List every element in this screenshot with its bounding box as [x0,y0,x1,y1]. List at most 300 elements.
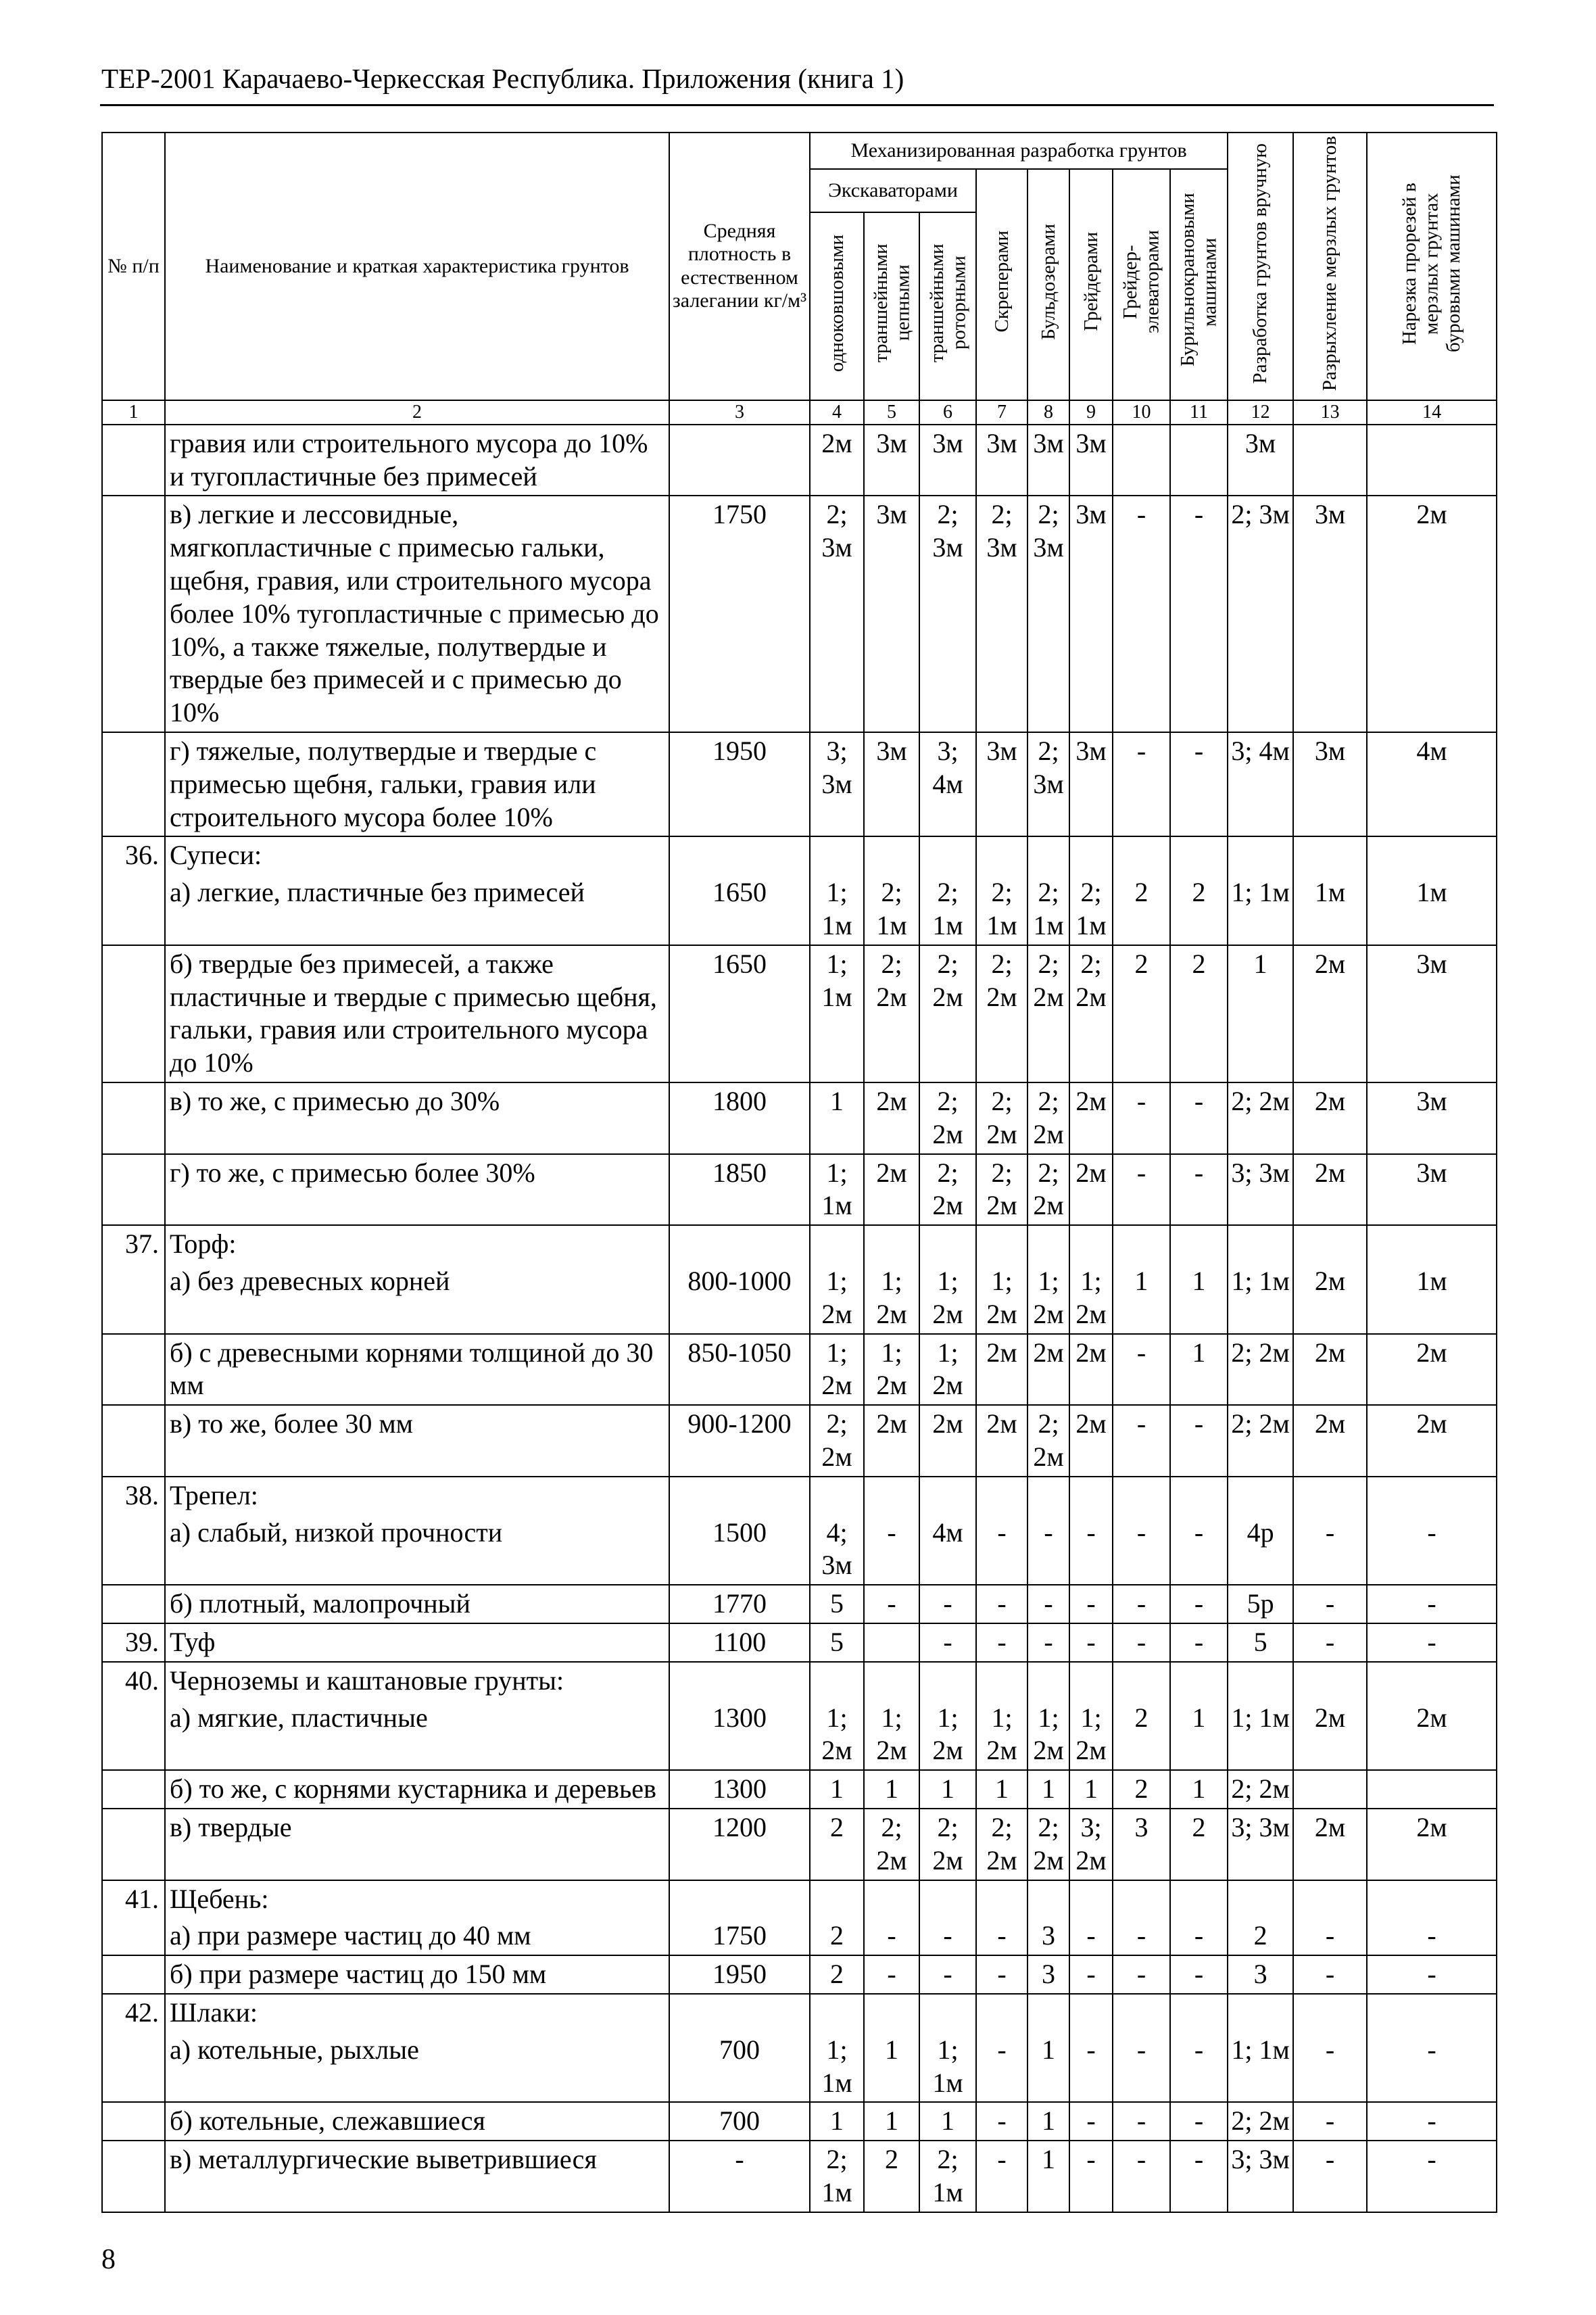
row-density: 850-1050 [669,1334,810,1406]
row-value-cell: 1; 2м [810,1263,864,1334]
row-value-cell [1293,1477,1367,1514]
header-graders-label: Грейдерами [1080,232,1102,331]
row-value-cell: 2м [810,425,864,496]
row-number [102,1514,165,1585]
row-value-cell [919,1994,976,2032]
table-row [102,1623,1497,1662]
row-value-cell: - [1113,1334,1170,1406]
row-value-cell [1027,836,1069,874]
row-value-cell: - [1170,1955,1228,1994]
row-value-cell [1293,425,1367,496]
row-value-cell: - [1069,2032,1113,2103]
row-value-cell: 2м [919,1405,976,1477]
row-value-cell [1027,1225,1069,1263]
row-value-cell: - [1113,1405,1170,1477]
header-manual [1228,133,1293,400]
row-value-cell: - [1293,1585,1367,1623]
row-value-cell: 3; 3м [1228,2141,1293,2212]
row-value-cell: 3м [1069,425,1113,496]
header-name: Наименование и краткая характеристика грунтов [165,133,669,400]
header-excavators-group: Экскаваторами [810,169,976,212]
row-value-cell: 2 [810,1809,864,1880]
row-value-cell: 2; 2м [1228,1770,1293,1809]
header-single-bucket-label: одноковшовыми [825,234,848,373]
row-value-cell: 2 [864,2141,919,2212]
row-density: 1300 [669,1770,810,1809]
row-value-cell: - [1293,1623,1367,1662]
row-value-cell: 1м [1367,874,1497,945]
row-number [102,1809,165,1880]
row-value-cell: 2; 1м [1027,874,1069,945]
row-value-cell: - [976,1917,1027,1955]
row-value-cell: - [1170,1623,1228,1662]
column-number: 12 [1228,400,1293,425]
row-name: а) котельные, рыхлые [165,2032,669,2103]
row-value-cell: 1м [1293,874,1367,945]
row-name: Щебень: [165,1880,669,1918]
row-value-cell: 2м [976,1334,1027,1406]
row-value-cell: 2; 1м [919,2141,976,2212]
row-value-cell [919,1477,976,1514]
row-name: в) то же, более 30 мм [165,1405,669,1477]
row-name: Супеси: [165,836,669,874]
row-value-cell: - [1170,732,1228,836]
row-value-cell: - [919,1585,976,1623]
row-value-cell: 1 [919,1770,976,1809]
row-value-cell: - [864,1514,919,1585]
row-value-cell: 3м [1367,945,1497,1082]
table-row [102,1263,1497,1334]
table-row [102,836,1497,874]
row-density: 700 [669,2102,810,2141]
row-value-cell [976,1477,1027,1514]
column-number: 14 [1367,400,1497,425]
row-value-cell: 1; 2м [864,1334,919,1406]
row-value-cell [1113,1880,1170,1918]
row-value-cell: 2м [1293,1263,1367,1334]
row-value-cell: - [1170,496,1228,732]
row-value-cell: 3; 3м [1228,1154,1293,1226]
table-row [102,945,1497,1082]
row-number [102,1154,165,1226]
row-value-cell [1069,1880,1113,1918]
row-value-cell: - [1367,1585,1497,1623]
table-row [102,2032,1497,2103]
column-number: 3 [669,400,810,425]
row-value-cell [864,836,919,874]
row-value-cell [1113,1662,1170,1700]
column-numbers-row [102,400,1497,425]
row-number [102,425,165,496]
row-value-cell: 1 [1027,2032,1069,2103]
column-number: 2 [165,400,669,425]
row-value-cell: - [1113,1917,1170,1955]
row-value-cell [919,836,976,874]
row-value-cell: - [976,1623,1027,1662]
row-value-cell: - [1027,1514,1069,1585]
row-value-cell [864,1623,919,1662]
row-value-cell: - [976,1585,1027,1623]
row-density: 1200 [669,1809,810,1880]
row-value-cell [1228,836,1293,874]
row-value-cell: - [1170,1405,1228,1477]
row-value-cell: 1; 2м [864,1263,919,1334]
row-value-cell: 1; 1м [919,2032,976,2103]
row-number [102,874,165,945]
row-density: 700 [669,2032,810,2103]
row-value-cell: 1; 1м [1228,1263,1293,1334]
row-value-cell [1367,836,1497,874]
row-value-cell: 2; 2м [919,1082,976,1154]
row-value-cell: - [1293,1955,1367,1994]
row-value-cell [1069,1225,1113,1263]
row-value-cell: - [1113,1623,1170,1662]
row-value-cell: 2; 2м [919,1809,976,1880]
row-value-cell: 1; 2м [810,1700,864,1771]
row-value-cell: 2; 1м [810,2141,864,2212]
row-name: а) легкие, пластичные без примесей [165,874,669,945]
header-trench-rotor-label: траншейными роторными [925,243,969,363]
row-value-cell: 2; 3м [1228,496,1293,732]
row-value-cell [919,1225,976,1263]
row-value-cell: - [1170,1082,1228,1154]
row-value-cell: 1 [919,2102,976,2141]
column-number: 9 [1069,400,1113,425]
row-value-cell [1367,1662,1497,1700]
row-density: 1500 [669,1514,810,1585]
row-value-cell: 1; 2м [810,1334,864,1406]
table-row [102,2102,1497,2141]
row-value-cell [1293,1662,1367,1700]
row-density [669,1994,810,2032]
row-value-cell: 2м [864,1082,919,1154]
table-row [102,1994,1497,2032]
column-number: 10 [1113,400,1170,425]
row-value-cell: 2м [1367,1334,1497,1406]
header-loosening [1293,133,1367,400]
row-value-cell: - [1293,2141,1367,2212]
row-value-cell: 2; 2м [1027,1154,1069,1226]
row-value-cell: 2м [1367,496,1497,732]
row-value-cell: 2; 2м [864,1809,919,1880]
row-value-cell [1367,1225,1497,1263]
row-value-cell: - [1367,1917,1497,1955]
row-number [102,1917,165,1955]
row-value-cell [976,1994,1027,2032]
header-num: № п/п [102,133,165,400]
header-grader-elevators-label: Грейдер-элеваторами [1119,230,1163,333]
row-value-cell: - [1113,1154,1170,1226]
row-value-cell: 5 [1228,1623,1293,1662]
header-rule [100,104,1494,106]
row-value-cell [919,1880,976,1918]
row-value-cell: - [864,1585,919,1623]
row-value-cell: - [1367,2032,1497,2103]
header-drill-crane-label: Бурильнокрановыми машинами [1177,192,1221,366]
row-value-cell: 2м [1293,1082,1367,1154]
row-value-cell: 2м [1069,1405,1113,1477]
table-row [102,1405,1497,1477]
header-trench-chain-label: траншейными цепными [869,243,913,363]
column-number: 1 [102,400,165,425]
row-value-cell: 3 [1027,1917,1069,1955]
row-number [102,1770,165,1809]
header-loosening-label: Разрыхление мерзлых грунтов [1319,136,1341,391]
row-value-cell: 2; 2м [1228,1334,1293,1406]
row-value-cell [1367,1994,1497,2032]
row-value-cell: 1; 2м [976,1263,1027,1334]
row-value-cell [1228,1225,1293,1263]
header-bulldozers [1027,169,1069,400]
row-name: Торф: [165,1225,669,1263]
row-value-cell: 2 [1113,874,1170,945]
row-value-cell: 2; 3м [810,496,864,732]
row-value-cell: 1 [1228,945,1293,1082]
row-number [102,1082,165,1154]
row-value-cell: 1 [976,1770,1027,1809]
row-number [102,945,165,1082]
row-value-cell: 2; 2м [976,1809,1027,1880]
row-value-cell: 1; 2м [976,1700,1027,1771]
row-name: б) то же, с корнями кустарника и деревьев [165,1770,669,1809]
row-value-cell: - [1170,2102,1228,2141]
row-value-cell [1228,1662,1293,1700]
row-density [669,1225,810,1263]
row-value-cell: 1; 2м [919,1334,976,1406]
row-value-cell: 1 [810,1082,864,1154]
row-value-cell: 2м [1069,1082,1113,1154]
row-name: б) плотный, малопрочный [165,1585,669,1623]
row-value-cell: 1; 1м [810,2032,864,2103]
row-value-cell: 2 [1113,1700,1170,1771]
row-density: 1770 [669,1585,810,1623]
row-value-cell: - [976,2032,1027,2103]
row-value-cell: 2; 2м [1027,945,1069,1082]
row-name: б) с древесными корнями толщиной до 30 мм [165,1334,669,1406]
row-number [102,732,165,836]
row-number: 42. [102,1994,165,2032]
table-row [102,1770,1497,1809]
row-value-cell: - [1367,2141,1497,2212]
row-value-cell: - [1293,2102,1367,2141]
row-value-cell [1113,836,1170,874]
table-row [102,2141,1497,2212]
row-value-cell [1367,1880,1497,1918]
header-single-bucket [810,212,864,400]
row-value-cell: - [976,1514,1027,1585]
row-value-cell: 4м [1367,732,1497,836]
row-value-cell [1228,1477,1293,1514]
row-name: Трепел: [165,1477,669,1514]
row-value-cell [1293,1880,1367,1918]
row-density: 1750 [669,496,810,732]
row-value-cell [919,1662,976,1700]
header-mechanized-group: Механизированная разработка грунтов [810,133,1228,169]
row-value-cell: 1 [810,2102,864,2141]
row-value-cell: 1 [1027,2102,1069,2141]
row-value-cell: 2; 2м [919,1154,976,1226]
row-value-cell: - [1069,1623,1113,1662]
table-row [102,1809,1497,1880]
row-value-cell: 2; 1м [1069,874,1113,945]
row-value-cell: 2; 1м [864,874,919,945]
column-number: 7 [976,400,1027,425]
row-value-cell: 1; 2м [1027,1700,1069,1771]
row-density: 1750 [669,1917,810,1955]
row-value-cell: 2м [1367,1809,1497,1880]
row-value-cell: - [1170,1514,1228,1585]
row-value-cell: - [976,2141,1027,2212]
header-cutting [1367,133,1497,400]
row-value-cell: 3м [976,732,1027,836]
row-number: 41. [102,1880,165,1918]
row-value-cell: 1 [1027,2141,1069,2212]
row-value-cell: 3м [1293,496,1367,732]
row-density [669,425,810,496]
row-value-cell: 3; 2м [1069,1809,1113,1880]
row-value-cell: 2; 1м [919,874,976,945]
row-value-cell: 3м [864,425,919,496]
row-value-cell: 2м [1293,1334,1367,1406]
row-value-cell: 1 [1027,1770,1069,1809]
row-value-cell: - [1170,2032,1228,2103]
row-number: 38. [102,1477,165,1514]
row-value-cell [1027,1994,1069,2032]
row-value-cell: - [1113,2141,1170,2212]
row-number: 39. [102,1623,165,1662]
row-value-cell [1069,1662,1113,1700]
row-name: гравия или строительного мусора до 10% и тугопластичные без примесей [165,425,669,496]
header-scrapers [976,169,1027,400]
table-body [102,425,1497,2212]
row-value-cell: 2; 2м [976,1154,1027,1226]
row-density: 800-1000 [669,1263,810,1334]
row-value-cell: 1 [1170,1700,1228,1771]
column-number: 6 [919,400,976,425]
table-row [102,1082,1497,1154]
row-density: 900-1200 [669,1405,810,1477]
header-drill-crane [1170,169,1228,400]
row-value-cell: - [1170,2141,1228,2212]
row-value-cell [1293,1225,1367,1263]
row-value-cell: 2; 2м [1228,1405,1293,1477]
column-number: 8 [1027,400,1069,425]
row-value-cell: - [1069,2102,1113,2141]
row-name: в) легкие и лессовидные, мягкопластичные с примесью гальки, щебня, гравия, или строительного мусора более 10% тугопластичные с примесью до 10%, а также тяжелые, полутвердые и твердые без примесей и с примесью до 10% [165,496,669,732]
row-name: Черноземы и каштановые грунты: [165,1662,669,1700]
row-density [669,1880,810,1918]
row-value-cell: 3м [1027,425,1069,496]
row-value-cell: - [976,2102,1027,2141]
row-value-cell: - [1113,2032,1170,2103]
row-value-cell: 1; 1м [810,1154,864,1226]
row-number [102,1334,165,1406]
row-value-cell: 2; 2м [1069,945,1113,1082]
row-value-cell [976,1662,1027,1700]
row-value-cell: 2 [1170,874,1228,945]
header-scrapers-label: Скреперами [990,231,1013,333]
row-value-cell: 1 [864,2102,919,2141]
table-row [102,1334,1497,1406]
row-density: 1650 [669,874,810,945]
row-density: 1300 [669,1700,810,1771]
row-value-cell [1293,836,1367,874]
table-row [102,1225,1497,1263]
row-value-cell: 3м [1367,1154,1497,1226]
row-value-cell: - [1113,1082,1170,1154]
row-value-cell: 2м [1293,1700,1367,1771]
row-density: 1100 [669,1623,810,1662]
row-value-cell: 2м [1367,1700,1497,1771]
row-value-cell [1027,1662,1069,1700]
row-value-cell: 1; 2м [1069,1263,1113,1334]
row-value-cell: 1; 2м [919,1263,976,1334]
row-value-cell [1027,1477,1069,1514]
row-value-cell: 2; 1м [976,874,1027,945]
row-value-cell: 1; 2м [1027,1263,1069,1334]
row-name: Шлаки: [165,1994,669,2032]
row-number: 37. [102,1225,165,1263]
row-density: 1800 [669,1082,810,1154]
row-value-cell: 3 [1228,1955,1293,1994]
column-number: 5 [864,400,919,425]
row-value-cell: 2 [810,1917,864,1955]
row-value-cell: 3; 4м [919,732,976,836]
row-density [669,1662,810,1700]
row-value-cell: - [1170,1585,1228,1623]
header-density: Средняя плотность в естественном залегании кг/м³ [669,133,810,400]
row-value-cell [810,1880,864,1918]
row-name: б) твердые без примесей, а также пластичные и твердые с примесью щебня, гальки, гравия или строительного мусора до 10% [165,945,669,1082]
row-value-cell: - [1027,1585,1069,1623]
row-density: 1950 [669,1955,810,1994]
row-value-cell [976,1880,1027,1918]
header-bulldozers-label: Бульдозерами [1037,223,1059,340]
row-value-cell [810,1994,864,2032]
row-value-cell: - [1113,496,1170,732]
table-row [102,1585,1497,1623]
row-value-cell: 2; 2м [919,945,976,1082]
row-value-cell: - [1027,1623,1069,1662]
row-value-cell: 2м [1367,1405,1497,1477]
row-value-cell: 2 [1228,1917,1293,1955]
row-value-cell: 2м [864,1154,919,1226]
column-number: 11 [1170,400,1228,425]
row-number: 36. [102,836,165,874]
row-value-cell: 5р [1228,1585,1293,1623]
row-value-cell: 1; 1м [1228,874,1293,945]
page-number: 8 [101,2244,116,2275]
row-value-cell: 3м [864,496,919,732]
header-cutting-label: Нарезка прорезей в мерзлых грунтах буровыми машинами [1399,174,1465,352]
table-row [102,1477,1497,1514]
row-value-cell [1170,836,1228,874]
header-grader-elevators [1113,169,1170,400]
page-header: ТЕР-2001 Карачаево-Черкесская Республика. Приложения (книга 1) [101,63,904,94]
row-value-cell [1170,1225,1228,1263]
row-value-cell [1367,1477,1497,1514]
row-value-cell [1113,1994,1170,2032]
table-row [102,1662,1497,1700]
row-value-cell: 4м [919,1514,976,1585]
row-value-cell: - [919,1623,976,1662]
row-value-cell: 2; 2м [810,1405,864,1477]
row-number [102,1263,165,1334]
row-value-cell [1228,1880,1293,1918]
row-value-cell: 2м [1293,1809,1367,1880]
row-value-cell [810,836,864,874]
row-value-cell [1113,425,1170,496]
